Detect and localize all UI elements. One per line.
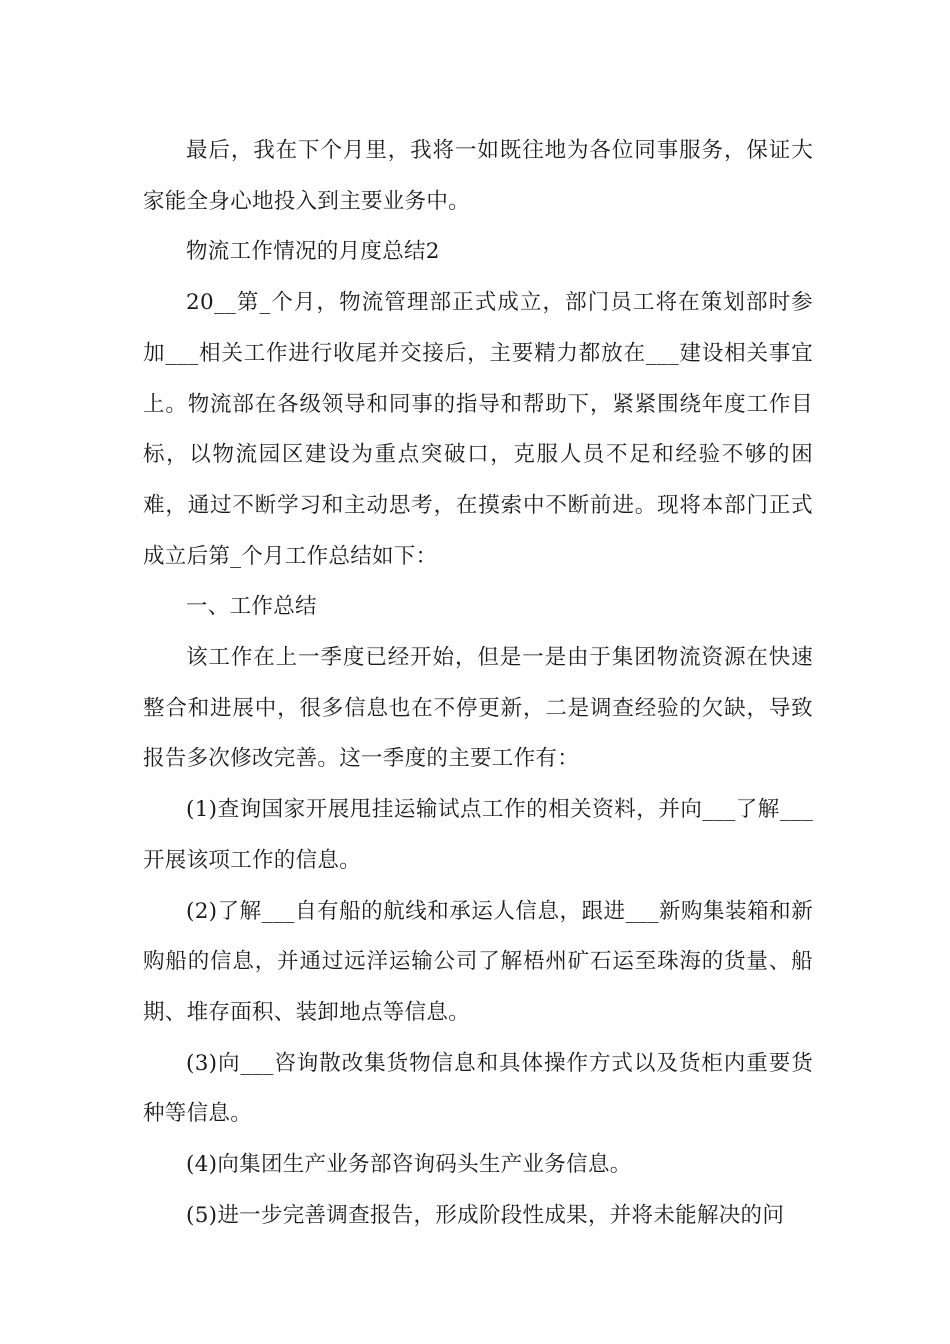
list-item-2: (2)了解___自有船的航线和承运人信息，跟进___新购集装箱和新购船的信息，并通过远洋运输公司了解梧州矿石运至珠海的货量、船期、堆存面积、装卸地点等信息。	[143, 898, 813, 1025]
list-item-1: (1)查询国家开展甩挂运输试点工作的相关资料，并向___了解___开展该项工作的信息。	[143, 797, 813, 873]
subsection-heading: 一、工作总结	[186, 594, 317, 620]
intro-paragraph: 20__第_个月，物流管理部正式成立，部门员工将在策划部时参加___相关工作进行收尾并交接后，主要精力都放在___建设相关事宜上。物流部在各级领导和同事的指导和帮助下，紧紧围绕年度工作目标，以物流园区建设为重点突破口，克服人员不足和经验不够的困难，通过不断学习和主动思考，在摸索中不断前进。现将本部门正式成立后第_个月工作总结如下：	[143, 290, 813, 569]
section-title: 物流工作情况的月度总结2	[186, 239, 440, 265]
document-body	[143, 126, 813, 1241]
list-item-3: (3)向___咨询散改集货物信息和具体操作方式以及货柜内重要货种等信息。	[143, 1050, 813, 1127]
closing-paragraph: 最后，我在下个月里，我将一如既往地为各位同事服务，保证大家能全身心地投入到主要业务中。	[143, 138, 813, 214]
list-item-5: (5)进一步完善调查报告，形成阶段性成果，并将未能解决的问	[186, 1202, 785, 1228]
list-item-4: (4)向集团生产业务部咨询码头生产业务信息。	[186, 1152, 632, 1178]
summary-paragraph: 该工作在上一季度已经开始，但是一是由于集团物流资源在快速整合和进展中，很多信息也在不停更新，二是调查经验的欠缺，导致报告多次修改完善。这一季度的主要工作有：	[143, 645, 813, 772]
